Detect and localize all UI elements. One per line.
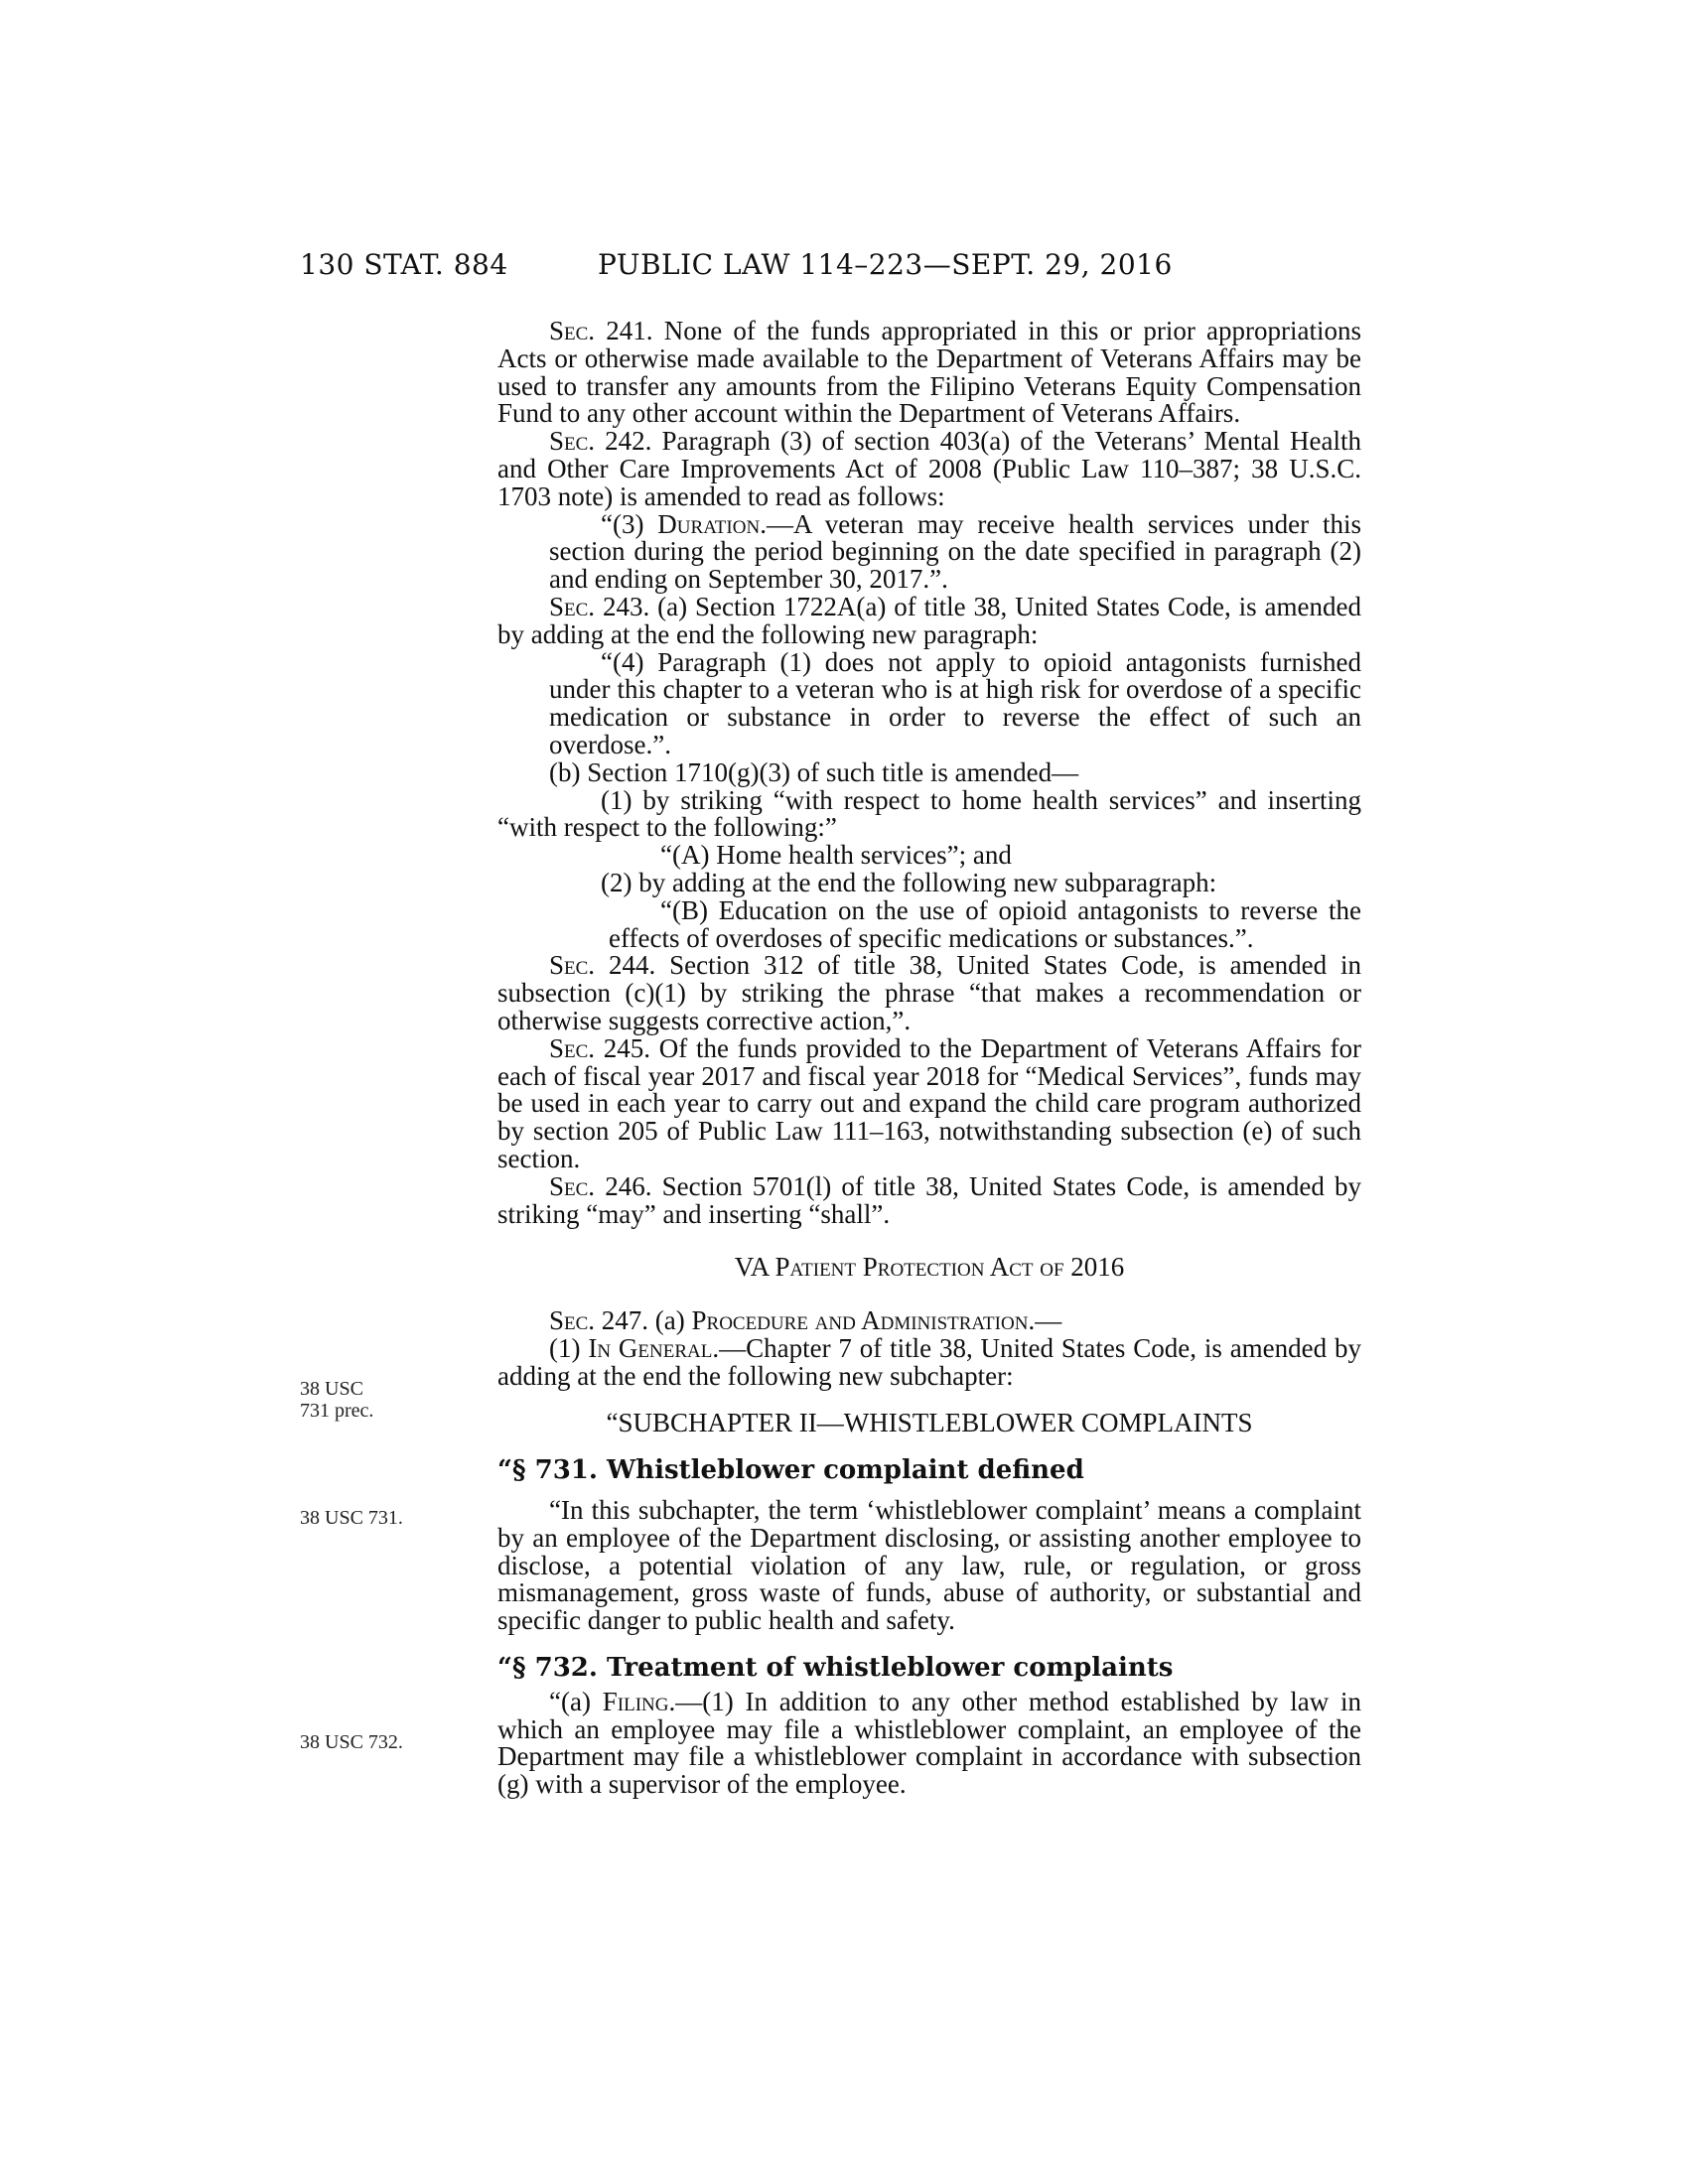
sec-label: Sec. bbox=[549, 1305, 596, 1336]
spacer bbox=[497, 1282, 1361, 1307]
margin-note-731: 38 USC 731. bbox=[300, 1507, 403, 1529]
paragraph-b2: (2) by adding at the end the following new subparagraph: bbox=[601, 867, 1217, 897]
section-732-heading: “§ 732. Treatment of whistleblower complaints bbox=[497, 1653, 1174, 1684]
paragraph-prefix: (1) bbox=[549, 1332, 589, 1363]
section-text: 244. Section 312 of title 38, United States Code, is amended in subsection (c)(1) by striking the phrase “that makes a recommendation or otherwise suggests corrective action,”. bbox=[497, 950, 1361, 1035]
section-text: 245. Of the funds provided to the Department of Veterans Affairs for each of fiscal year 2017 and fiscal year 2018 for “Medical Services”, funds may be used in each year to carry out and expand the child care program authorized by section 205 of Public Law 111–163, notwithstanding subsection (e) of such section. bbox=[497, 1032, 1361, 1173]
quote-text: .—A veteran may receive health services under this section during the period beginning on the date specified in paragraph (2) and ending on September 30, 2017.”. bbox=[549, 508, 1361, 595]
quoted-paragraph-duration bbox=[549, 508, 1361, 595]
section-pre: 247. (a) bbox=[595, 1305, 692, 1336]
quoted-paragraph-4: “(4) Paragraph (1) does not apply to opioid antagonists furnished under this chapter to a veteran who is at high risk for overdose of a specific medication or substance in order to reverse the effect of such an overdose.”. bbox=[549, 646, 1361, 759]
sec-label: Sec. bbox=[549, 426, 596, 457]
margin-note-731-prec bbox=[300, 1378, 373, 1422]
sec-label: Sec. bbox=[549, 950, 596, 981]
sec-label: Sec. bbox=[549, 1170, 596, 1201]
section-text: 242. Paragraph (3) of section 403(a) of the Veterans’ Mental Health and Other Care Improvements Act of 2008 (Public Law 110–387; 38 U.S.C. 1703 note) is amended to read as follows: bbox=[497, 426, 1361, 511]
act-title: VA Patient Protection Act of 2016 bbox=[734, 1252, 1125, 1283]
section-732-text bbox=[497, 1686, 1361, 1800]
sec-label: Sec. bbox=[549, 316, 596, 345]
document-body bbox=[497, 318, 1361, 1799]
paragraph-b1: (1) by striking “with respect to home health services” and inserting “with respect to the following:” bbox=[497, 784, 1361, 843]
margin-note-732: 38 USC 732. bbox=[300, 1731, 403, 1753]
section-text: 243. (a) Section 1722A(a) of title 38, United States Code, is amended by adding at the end the following new paragraph: bbox=[497, 591, 1361, 649]
law-title: PUBLIC LAW 114–223—SEPT. 29, 2016 bbox=[598, 248, 1173, 281]
spacer bbox=[497, 1437, 1361, 1457]
quote-prefix: “(3) bbox=[601, 508, 658, 539]
section-243 bbox=[497, 591, 1361, 649]
sec-label: Sec. bbox=[549, 1032, 596, 1063]
subparagraph-b1a: “(A) Home health services”; and bbox=[660, 840, 1012, 871]
section-text: 246. Section 5701(l) of title 38, United States Code, is amended by striking “may” and inserting “shall”. bbox=[497, 1170, 1361, 1229]
dash: .— bbox=[1028, 1305, 1062, 1336]
section-731-heading: “§ 731. Whistleblower complaint defined bbox=[497, 1455, 1084, 1486]
subsection-heading: Procedure and Administration bbox=[691, 1305, 1029, 1336]
section-text: 241. None of the funds appropriated in this or prior appropriations Acts or otherwise made available to the Department of Veterans Affairs may be used to transfer any amounts from the Filipino Veterans Equity Compensation Fund to any other account within the Department of Veterans Affairs. bbox=[497, 316, 1361, 429]
spacer bbox=[497, 1228, 1361, 1254]
paragraph-heading: In General bbox=[588, 1332, 713, 1363]
subsection-b: (b) Section 1710(g)(3) of such title is amended— bbox=[549, 756, 1079, 787]
margin-note-line: 38 USC bbox=[300, 1378, 363, 1400]
margin-note-line: 731 prec. bbox=[300, 1400, 374, 1422]
stat-reference: 130 STAT. 884 bbox=[300, 248, 508, 281]
subsection-text: .—(1) In addition to any other method established by law in which an employee may file a whistleblower complaint, an employee of the Department may file a whistleblower complaint in accordance with subsection (g) with a supervisor of the employee. bbox=[497, 1686, 1361, 1800]
section-246 bbox=[497, 1170, 1361, 1229]
quote-heading: Duration bbox=[657, 508, 761, 539]
section-244 bbox=[497, 952, 1361, 1034]
subsection-heading: Filing bbox=[602, 1686, 669, 1716]
subparagraph-b2b: “(B) Education on the use of opioid antagonists to reverse the effects of overdoses of specific medications or substances.”. bbox=[609, 894, 1361, 953]
paragraph-text: .—Chapter 7 of title 38, United States Code, is amended by adding at the end the following new subchapter: bbox=[497, 1332, 1361, 1391]
section-245 bbox=[497, 1032, 1361, 1173]
subchapter-title: “SUBCHAPTER II—WHISTLEBLOWER COMPLAINTS bbox=[606, 1408, 1253, 1438]
section-242 bbox=[497, 428, 1361, 510]
spacer bbox=[497, 1635, 1361, 1655]
section-241 bbox=[497, 318, 1361, 428]
spacer bbox=[497, 1390, 1361, 1410]
sec-label: Sec. bbox=[549, 591, 596, 621]
paragraph-in-general bbox=[497, 1332, 1361, 1391]
section-731-text: “In this subchapter, the term ‘whistleblower complaint’ means a complaint by an employee of the Department disclosing, or assisting another employee to disclose, a potential violation of any law, rule, or regulation, or gross mismanagement, gross waste of funds, abuse of authority, or substantial and specific danger to public health and safety. bbox=[497, 1495, 1361, 1636]
subsection-prefix: “(a) bbox=[549, 1686, 603, 1716]
section-247 bbox=[497, 1307, 1361, 1335]
